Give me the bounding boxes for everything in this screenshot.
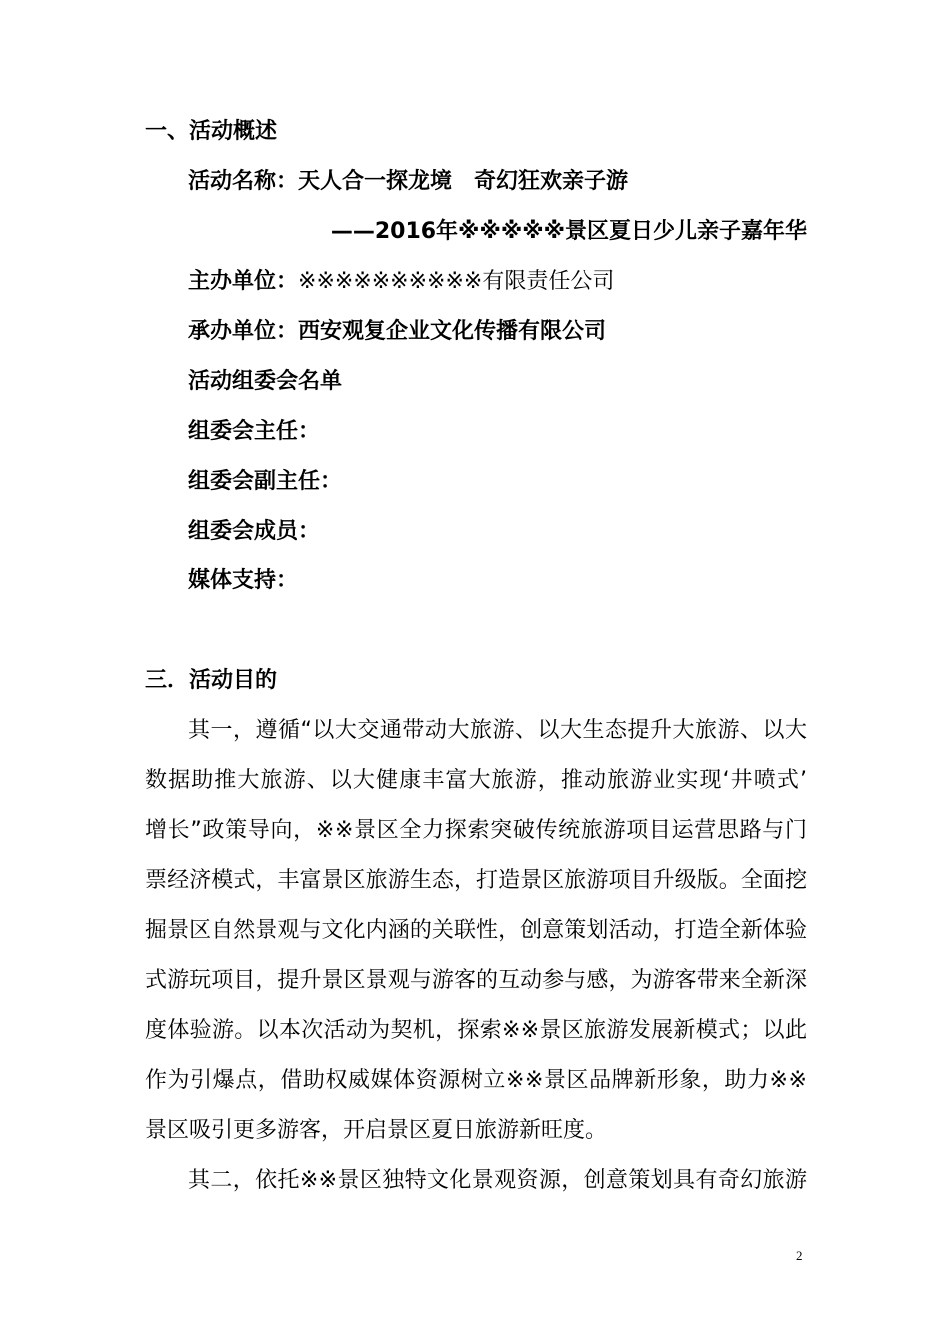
host-value: ※※※※※※※※※※有限责任公司 <box>298 269 615 294</box>
paragraph1-line: 增长”政策导向，※※景区全力探索突破传统旅游项目运营思路与门 <box>145 818 807 843</box>
organizer-label: 承办单位： <box>188 319 299 344</box>
page-number: 2 <box>796 1248 803 1263</box>
paragraph1-line: 式游玩项目，提升景区景观与游客的互动参与感，为游客带来全新深 <box>145 968 807 993</box>
paragraph1-line: 景区吸引更多游客，开启景区夏日旅游新旺度。 <box>145 1118 608 1143</box>
paragraph1-line: 票经济模式，丰富景区旅游生态，打造景区旅游项目升级版。全面挖 <box>145 868 807 893</box>
paragraph2-line: 其二，依托※※景区独特文化景观资源，创意策划具有奇幻旅游 <box>188 1168 807 1193</box>
committee-deputy: 组委会副主任： <box>188 469 343 494</box>
committee-director: 组委会主任： <box>188 419 321 444</box>
media-support: 媒体支持： <box>188 568 299 593</box>
organizer-row <box>188 317 606 347</box>
organizer-value: 西安观复企业文化传播有限公司 <box>298 319 607 344</box>
activity-subtitle: ——2016年※※※※※景区夏日少儿亲子嘉年华 <box>330 219 807 244</box>
paragraph1-line: 度体验游。以本次活动为契机，探索※※景区旅游发展新模式；以此 <box>145 1018 807 1043</box>
activity-name-value: 天人合一探龙境 奇幻狂欢亲子游 <box>298 169 629 194</box>
activity-name-label: 活动名称： <box>188 169 299 194</box>
paragraph1-line: 掘景区自然景观与文化内涵的关联性，创意策划活动，打造全新体验 <box>145 918 807 943</box>
section1-heading: 一、活动概述 <box>145 119 278 144</box>
committee-title: 活动组委会名单 <box>188 369 343 394</box>
paragraph1-line: 其一，遵循“以大交通带动大旅游、以大生态提升大旅游、以大 <box>188 718 807 743</box>
committee-members: 组委会成员： <box>188 519 321 544</box>
host-label: 主办单位： <box>188 269 299 294</box>
section3-heading: 三．活动目的 <box>145 668 278 693</box>
activity-name-row <box>188 167 628 197</box>
paragraph1-line: 作为引爆点，借助权威媒体资源树立※※景区品牌新形象，助力※※ <box>145 1068 807 1093</box>
paragraph1-line: 数据助推大旅游、以大健康丰富大旅游，推动旅游业实现‘井喷式’ <box>145 768 807 793</box>
host-row <box>188 267 614 297</box>
